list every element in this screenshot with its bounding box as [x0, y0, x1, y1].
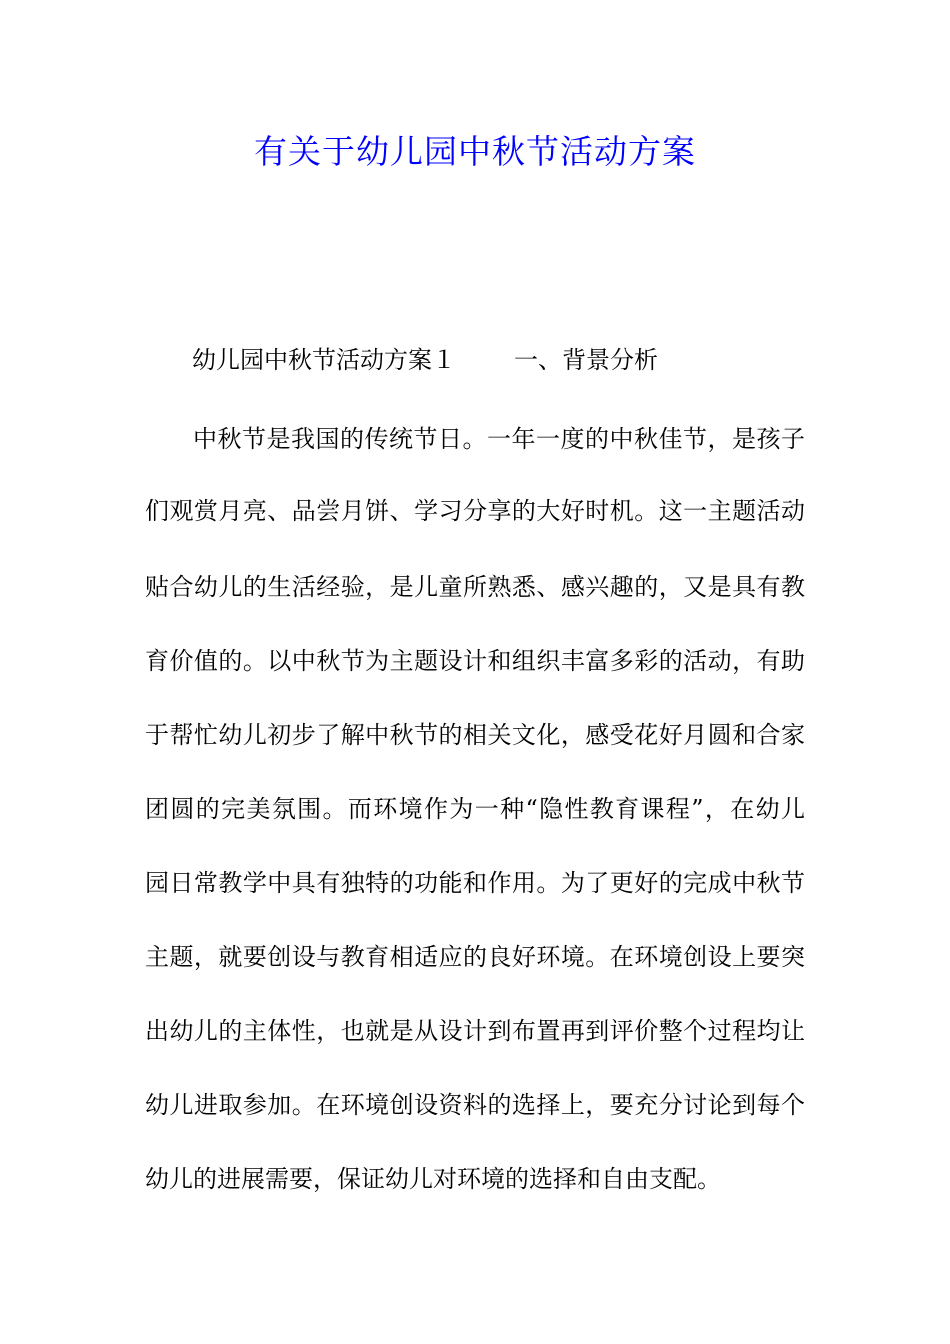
plan-label: 幼儿园中秋节活动方案１: [192, 346, 456, 374]
paragraph-line: 幼儿进取参加。在环境创设资料的选择上，要充分讨论到每个: [145, 1091, 805, 1119]
paragraph-line: 主题，就要创设与教育相适应的良好环境。在环境创设上要突: [145, 943, 805, 971]
paragraph-line: 幼儿的进展需要，保证幼儿对环境的选择和自由支配。: [145, 1165, 721, 1193]
document-title: 有关于幼儿园中秋节活动方案: [254, 132, 696, 171]
section-label: 一、背景分析: [514, 346, 658, 374]
paragraph-line: 团圆的完美氛围。而环境作为一种“隐性教育课程”，在幼儿: [145, 795, 805, 823]
paragraph-line: 们观赏月亮、品尝月饼、学习分享的大好时机。这一主题活动: [145, 497, 805, 525]
paragraph-line: 出幼儿的主体性，也就是从设计到布置再到评价整个过程均让: [145, 1017, 805, 1045]
section-heading: [192, 340, 658, 380]
paragraph-line: 贴合幼儿的生活经验，是儿童所熟悉、感兴趣的，又是具有教: [145, 573, 805, 601]
paragraph-line: 育价值的。以中秋节为主题设计和组织丰富多彩的活动，有助: [145, 647, 805, 675]
paragraph-line: 于帮忙幼儿初步了解中秋节的相关文化，感受花好月圆和合家: [145, 721, 805, 749]
paragraph-line: 园日常教学中具有独特的功能和作用。为了更好的完成中秋节: [145, 869, 805, 897]
paragraph-line: 中秋节是我国的传统节日。一年一度的中秋佳节，是孩子: [193, 425, 805, 453]
